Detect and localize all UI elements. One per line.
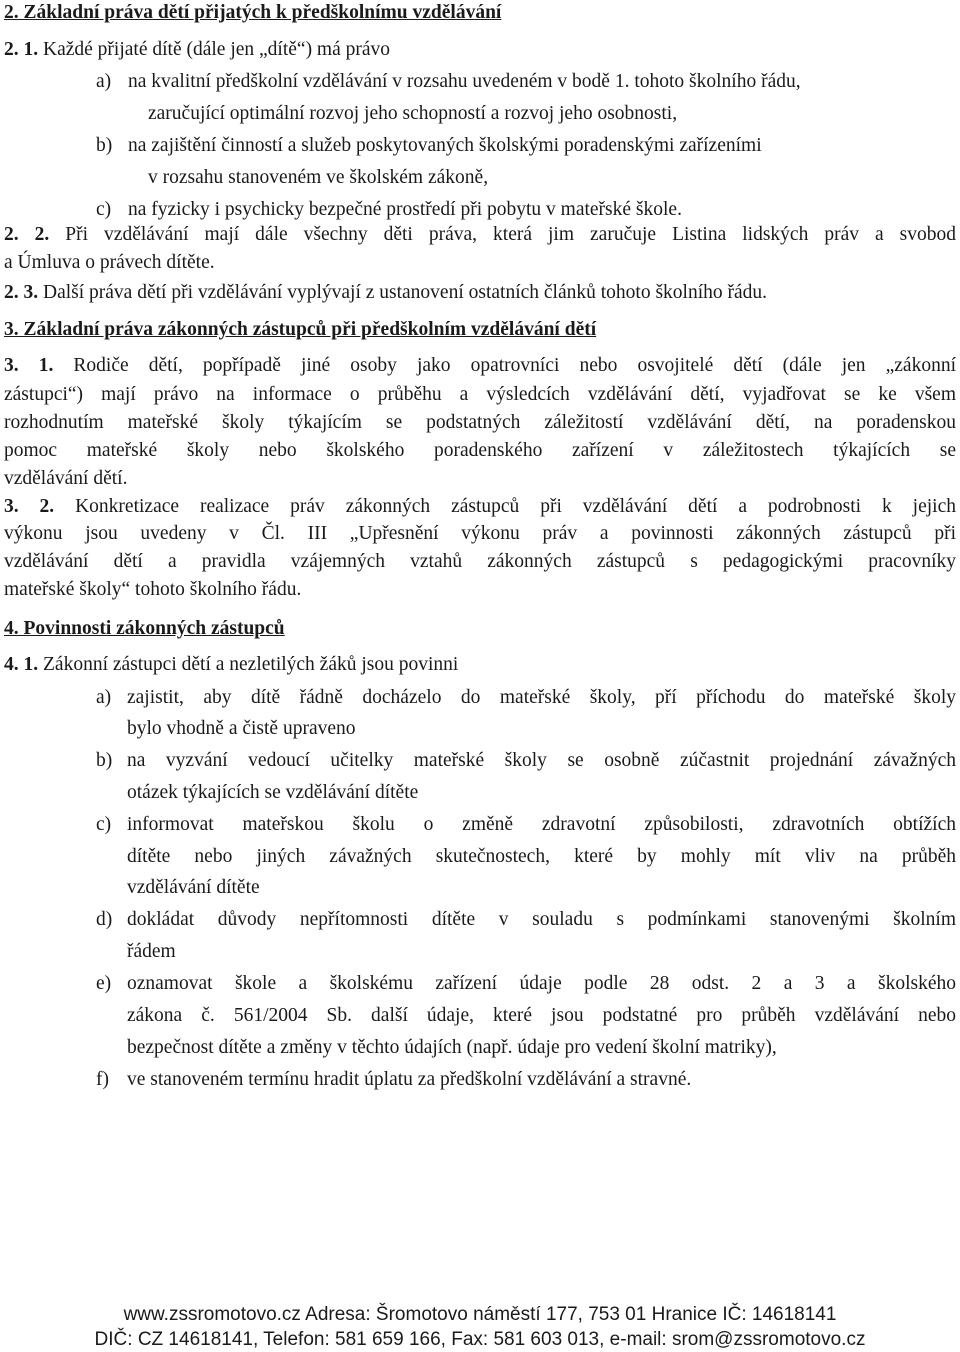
paragraph-line: výkonu jsou uvedeny v Čl. III „Upřesnění výkonu práv a povinnosti zákonných zástupců při — [4, 523, 956, 544]
list-item-line: oznamovat škole a školskému zařízení údaje podle 28 odst. 2 a 3 a školského — [127, 973, 956, 994]
list-marker: e) — [96, 973, 112, 994]
paragraph-line: rozhodnutím mateřské školy týkajícím se podstatných záležitostí vzdělávání dětí, na poradenskou — [4, 412, 956, 433]
paragraph-number: 3. 1. — [4, 355, 54, 376]
list-item-line: zajistit, aby dítě řádně docházelo do mateřské školy, pří příchodu do mateřské školy — [127, 687, 956, 708]
paragraph-number: 4. 1. — [4, 654, 39, 675]
list-item-line: ve stanoveném termínu hradit úplatu za předškolní vzdělávání a stravné. — [127, 1069, 692, 1090]
list-item-line: na kvalitní předškolní vzdělávání v rozsahu uvedeném v bodě 1. tohoto školního řádu, — [128, 71, 801, 92]
paragraph-text: Rodiče dětí, popřípadě jiné osoby jako opatrovníci nebo osvojitelé dětí (dále jen „zákonní — [73, 355, 957, 376]
list-item-line: na zajištění činností a služeb poskytovaných školskými poradenskými zařízeními — [128, 135, 762, 156]
paragraph-number: 2. 3. — [4, 282, 39, 303]
list-marker: b) — [96, 750, 113, 771]
list-item-line: zákona č. 561/2004 Sb. další údaje, které jsou podstatné pro průběh vzdělávání nebo — [127, 1005, 956, 1026]
list-marker: b) — [96, 135, 113, 156]
list-marker: c) — [96, 814, 112, 835]
list-item-line: vzdělávání dítěte — [127, 877, 260, 898]
paragraph-text: Každé přijaté dítě (dále jen „dítě“) má právo — [43, 39, 391, 60]
footer-address-line: www.zssromotovo.cz Adresa: Šromotovo náměstí 177, 753 01 Hranice IČ: 14618141 — [123, 1304, 837, 1325]
list-item-line: na fyzicky i psychicky bezpečné prostředí při pobytu v mateřské škole. — [128, 199, 682, 220]
paragraph-line: a Úmluva o právech dítěte. — [4, 252, 215, 273]
list-item-line: zaručující optimální rozvoj jeho schopností a rozvoj jeho osobnosti, — [148, 103, 678, 124]
section-2-heading: 2. Základní práva dětí přijatých k předškolnímu vzdělávání — [4, 2, 502, 23]
paragraph-line: vzdělávání dětí. — [4, 468, 128, 489]
list-marker: d) — [96, 909, 113, 930]
paragraph-text: Zákonní zástupci dětí a nezletilých žáků jsou povinni — [43, 654, 459, 675]
paragraph-4-1 — [4, 655, 458, 675]
list-item-line: v rozsahu stanoveném ve školském zákoně, — [148, 167, 489, 188]
paragraph-line: mateřské školy“ tohoto školního řádu. — [4, 579, 302, 600]
paragraph-2-3 — [4, 283, 767, 303]
paragraph-line — [4, 356, 956, 376]
paragraph-text: Při vzdělávání mají dále všechny děti práva, která jim zaručuje Listina lidských práv a svobod — [65, 224, 956, 245]
list-item-line: na vyzvání vedoucí učitelky mateřské školy se osobně zúčastnit projednání závažných — [127, 750, 956, 771]
list-marker: a) — [96, 71, 112, 92]
paragraph-2-1 — [4, 40, 390, 60]
list-item-line: otázek týkajících se vzdělávání dítěte — [127, 782, 419, 803]
paragraph-number: 2. 2. — [4, 224, 50, 245]
list-marker: a) — [96, 687, 112, 708]
paragraph-line: zástupci“) mají právo na informace o průběhu a výsledcích vzdělávání dětí, vyjadřovat se ke všem — [4, 384, 956, 405]
section-3-heading: 3. Základní práva zákonných zástupců při předškolním vzdělávání dětí — [4, 319, 597, 340]
paragraph-line: pomoc mateřské školy nebo školského poradenského zařízení v záležitostech týkajících se — [4, 440, 956, 461]
paragraph-text: Konkretizace realizace práv zákonných zástupců při vzdělávání dětí a podrobnosti k jejich — [75, 496, 956, 517]
list-item-line: řádem — [127, 941, 176, 962]
paragraph-line — [4, 497, 956, 517]
list-item-line: bylo vhodně a čistě upraveno — [127, 718, 356, 739]
list-item-line: dítěte nebo jiných závažných skutečnostech, které by mohly mít vliv na průběh — [127, 846, 956, 867]
paragraph-line: vzdělávání dětí a pravidla vzájemných vztahů zákonných zástupců s pedagogickými pracovníky — [4, 551, 956, 572]
paragraph-line — [4, 225, 956, 245]
list-item-line: informovat mateřskou školu o změně zdravotní způsobilosti, zdravotních obtížích — [127, 814, 956, 835]
paragraph-number: 3. 2. — [4, 496, 55, 517]
list-marker: c) — [96, 199, 112, 220]
paragraph-number: 2. 1. — [4, 39, 39, 60]
list-marker: f) — [96, 1069, 109, 1090]
paragraph-text: Další práva dětí při vzdělávání vyplývají z ustanovení ostatních článků tohoto školního řádu. — [43, 282, 768, 303]
section-4-heading: 4. Povinnosti zákonných zástupců — [4, 618, 285, 639]
list-item-line: bezpečnost dítěte a změny v těchto údajích (např. údaje pro vedení školní matriky), — [127, 1037, 777, 1058]
list-item-line: dokládat důvody nepřítomnosti dítěte v souladu s podmínkami stanovenými školním — [127, 909, 956, 930]
footer-contact-line: DIČ: CZ 14618141, Telefon: 581 659 166, Fax: 581 603 013, e-mail: srom@zssromotovo.cz — [94, 1329, 866, 1350]
